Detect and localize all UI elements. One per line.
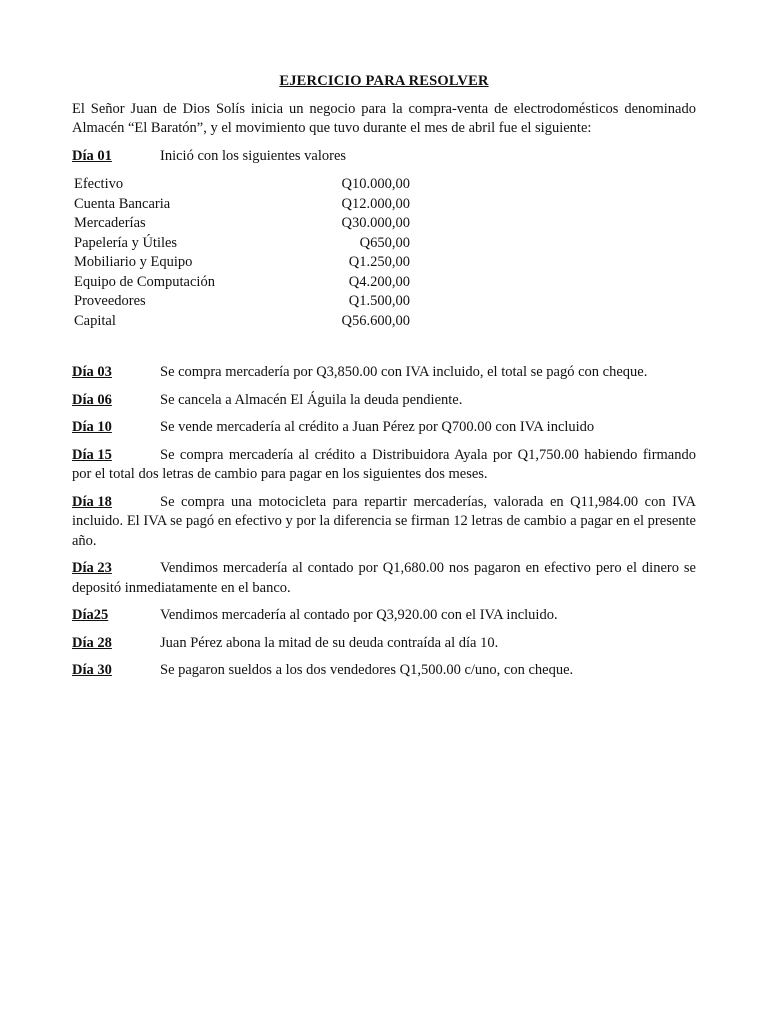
account-name: Mobiliario y Equipo: [74, 254, 193, 270]
day-label: Día 30: [72, 662, 112, 678]
day-label: Día 01: [72, 147, 112, 164]
account-amount: Q4.200,00: [348, 273, 410, 290]
account-amount: Q1.500,00: [348, 293, 410, 309]
balance-row: [74, 175, 410, 195]
account-name: Papelería y Útiles: [74, 234, 178, 251]
day-label: Día 10: [72, 419, 112, 435]
account-name: Proveedores: [74, 293, 146, 309]
document-page: [72, 72, 696, 689]
account-name: Capital: [74, 312, 116, 329]
day-entry-10: [72, 418, 696, 438]
day-text: Se compra mercadería al crédito a Distribuidora Ayala por Q1,750.00 habiendo firmando por el total dos letras de cambio para pagar en los siguientes dos meses.: [72, 446, 696, 482]
day-text: Vendimos mercadería al contado por Q3,920.00 con el IVA incluido.: [160, 607, 558, 623]
balance-row: [74, 292, 410, 312]
balance-row: [74, 312, 410, 332]
day-label: Día 18: [72, 493, 112, 510]
day-entry-30: [72, 661, 696, 681]
day-label: Día 06: [72, 391, 112, 408]
account-amount: Q30.000,00: [341, 215, 410, 231]
balance-row: [74, 253, 410, 273]
day-entry-23: [72, 559, 696, 598]
account-name: Equipo de Computación: [74, 273, 215, 290]
day-label: Día 23: [72, 560, 112, 576]
intro-paragraph: El Señor Juan de Dios Solís inicia un negocio para la compra-venta de electrodomésticos denominado Almacén “El Baratón”, y el movimiento que tuvo durante el mes de abril fue el siguiente:: [72, 100, 696, 136]
account-amount: Q12.000,00: [341, 195, 410, 212]
day-text: Se compra mercadería por Q3,850.00 con IVA incluido, el total se pagó con cheque.: [160, 364, 648, 380]
day-label: Día25: [72, 607, 109, 623]
day-text: Se compra una motocicleta para repartir mercaderías, valorada en Q11,984.00 con IVA incluido. El IVA se pagó en efectivo y por la diferencia se firman 12 letras de cambio a pagar en el presente año.: [72, 493, 696, 549]
account-name: Efectivo: [74, 176, 124, 192]
day-text: Inició con los siguientes valores: [160, 147, 347, 164]
account-name: Cuenta Bancaria: [74, 195, 171, 212]
day-text: Se pagaron sueldos a los dos vendedores Q1,500.00 c/uno, con cheque.: [160, 662, 574, 678]
document-title: EJERCICIO PARA RESOLVER: [279, 73, 489, 89]
account-amount: Q56.600,00: [341, 312, 410, 329]
day-entry-18: [72, 493, 696, 552]
day-entry-01: [72, 147, 696, 167]
balance-row: [74, 234, 410, 254]
day-text: Juan Pérez abona la mitad de su deuda contraída al día 10.: [160, 634, 499, 651]
account-amount: Q650,00: [359, 234, 410, 251]
day-text: Se vende mercadería al crédito a Juan Pérez por Q700.00 con IVA incluido: [160, 419, 595, 435]
day-label: Día 03: [72, 364, 112, 380]
day-entry-28: [72, 634, 696, 654]
day-text: Vendimos mercadería al contado por Q1,680.00 nos pagaron en efectivo pero el dinero se depositó inmediatamente en el banco.: [72, 560, 696, 596]
account-amount: Q1.250,00: [348, 254, 410, 270]
day-label: Día 15: [72, 446, 112, 463]
day-text: Se cancela a Almacén El Águila la deuda pendiente.: [160, 391, 463, 408]
day-entry-15: [72, 446, 696, 485]
day-label: Día 28: [72, 634, 112, 651]
day-entry-06: [72, 391, 696, 411]
balance-row: [74, 195, 410, 215]
account-amount: Q10.000,00: [341, 176, 410, 192]
balance-row: [74, 214, 410, 234]
opening-balance-table: [74, 175, 410, 331]
account-name: Mercaderías: [74, 215, 146, 231]
balance-row: [74, 273, 410, 293]
day-entry-03: [72, 363, 696, 383]
day-entry-25: [72, 606, 696, 626]
